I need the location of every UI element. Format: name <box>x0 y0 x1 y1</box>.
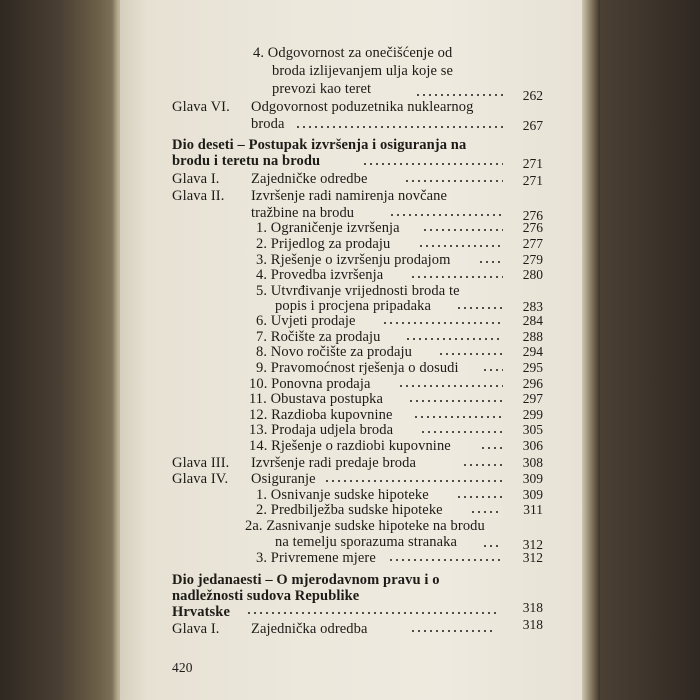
toc-entry-title: Odgovornost poduzetnika nuklearnog <box>251 99 474 115</box>
toc-entry-title: broda <box>251 116 285 132</box>
toc-page-number: 280 <box>522 267 543 282</box>
toc-entry-title: 5. Utvrđivanje vrijednosti broda te <box>256 283 460 299</box>
toc-leader-dots <box>398 385 503 387</box>
toc-page-number: 308 <box>522 455 543 470</box>
toc-page-number: 277 <box>522 236 543 251</box>
toc-leader-dots <box>456 307 503 309</box>
toc-entry-title: 11. Obustava postupka <box>249 391 384 407</box>
toc-entry-title: tražbine na brodu <box>251 205 355 221</box>
toc-entry-title: nadležnosti sudova Republike <box>172 588 360 604</box>
toc-entry-title: Hrvatske <box>172 604 230 620</box>
toc-entry-title: 3. Privremene mjere <box>256 550 376 566</box>
toc-leader-dots <box>295 126 503 128</box>
toc-page-number: 299 <box>522 407 543 422</box>
toc-entry-title: 2. Predbilježba sudske hipoteke <box>256 502 443 518</box>
toc-page-number: 267 <box>522 118 543 133</box>
toc-page-number: 318 <box>522 600 543 615</box>
toc-leader-dots <box>324 480 503 482</box>
toc-page-number: 276 <box>522 208 543 223</box>
toc-entry-title: 8. Novo ročište za prodaju <box>256 344 413 360</box>
toc-leader-dots <box>456 496 503 498</box>
toc-entry-title: Dio deseti – Postupak izvršenja i osiguranja na <box>172 137 467 153</box>
toc-page-number: 295 <box>522 360 543 375</box>
toc-leader-dots <box>422 229 503 231</box>
toc-page-number: 306 <box>522 438 543 453</box>
toc-entry-title: Izvršenje radi predaje broda <box>251 455 417 471</box>
toc-leader-dots <box>420 431 503 433</box>
toc-leader-dots <box>408 400 503 402</box>
toc-leader-dots <box>388 559 500 561</box>
toc-leader-dots <box>410 630 496 632</box>
toc-leader-dots <box>382 322 503 324</box>
toc-leader-dots <box>462 464 503 466</box>
toc-entry-title: 12. Razdioba kupovnine <box>249 407 393 423</box>
toc-entry-title: 7. Ročište za prodaju <box>256 329 381 345</box>
toc-entry-label: Glava I. <box>172 171 220 187</box>
toc-page-number: 311 <box>523 502 543 517</box>
toc-page-number: 283 <box>522 299 543 314</box>
toc-entry-title: 13. Prodaja udjela broda <box>249 422 394 438</box>
toc-entry-title: Dio jedanaesti – O mjerodavnom pravu i o <box>172 572 440 588</box>
toc-entry-title: 6. Uvjeti prodaje <box>256 313 356 329</box>
toc-page-number: 318 <box>522 617 543 632</box>
toc-entry-title: broda izlijevanjem ulja koje se <box>272 63 454 79</box>
toc-page-number: 296 <box>522 376 543 391</box>
toc-page-number: 271 <box>522 156 543 171</box>
toc-entry-title: Osiguranje <box>251 471 316 487</box>
toc-entry-title: 10. Ponovna prodaja <box>249 376 371 392</box>
toc-entry-title: 14. Rješenje o razdiobi kupovnine <box>249 438 451 454</box>
toc-page-number: 294 <box>522 344 543 359</box>
toc-page-number: 312 <box>522 537 543 552</box>
toc-leader-dots <box>418 245 503 247</box>
toc-page-number: 305 <box>522 422 543 437</box>
toc-entry-title: brodu i teretu na brodu <box>172 153 321 169</box>
toc-entry-label: Glava II. <box>172 188 225 204</box>
toc-entry-title: 4. Provedba izvršenja <box>256 267 384 283</box>
toc-leader-dots <box>389 214 503 216</box>
toc-leader-dots <box>478 261 503 263</box>
toc-leader-dots <box>404 180 503 182</box>
toc-leader-dots <box>415 94 503 96</box>
toc-entry-title: popis i procjena pripadaka <box>275 298 432 314</box>
toc-entry-title: 3. Rješenje o izvršenju prodajom <box>256 252 451 268</box>
background-right <box>600 0 700 700</box>
toc-entry-title: 4. Odgovornost za onečišćenje od <box>253 45 453 61</box>
toc-entry-title: 1. Osnivanje sudske hipoteke <box>256 487 429 503</box>
toc-entry-title: Izvršenje radi namirenja novčane <box>251 188 448 204</box>
toc-leader-dots <box>470 511 500 513</box>
toc-leader-dots <box>362 163 503 165</box>
toc-page-number: 309 <box>522 487 543 502</box>
book-page <box>120 0 582 700</box>
toc-entry-title: na temelju sporazuma stranaka <box>275 534 458 550</box>
toc-leader-dots <box>410 276 503 278</box>
toc-page-number: 279 <box>522 252 543 267</box>
toc-leader-dots <box>405 338 503 340</box>
toc-page-number: 297 <box>522 391 543 406</box>
toc-entry-title: 1. Ograničenje izvršenja <box>256 220 400 236</box>
toc-page-number: 284 <box>522 313 543 328</box>
toc-page-number: 288 <box>522 329 543 344</box>
toc-page-number: 312 <box>522 550 543 565</box>
toc-entry-title: prevozi kao teret <box>272 81 372 97</box>
toc-entry-title: 2. Prijedlog za prodaju <box>256 236 391 252</box>
page-number: 420 <box>172 660 193 675</box>
toc-page-number: 276 <box>522 220 543 235</box>
toc-entry-title: 9. Pravomoćnost rješenja o dosudi <box>256 360 459 376</box>
toc-leader-dots <box>482 369 503 371</box>
toc-entry-label: Glava VI. <box>172 99 230 115</box>
toc-leader-dots <box>482 545 500 547</box>
toc-leader-dots <box>246 612 498 614</box>
toc-page-number: 271 <box>522 173 543 188</box>
toc-leader-dots <box>413 416 503 418</box>
toc-page-number: 309 <box>522 471 543 486</box>
toc-entry-label: Glava I. <box>172 621 220 637</box>
toc-leader-dots <box>480 447 503 449</box>
toc-entry-title: 2a. Zasnivanje sudske hipoteke na brodu <box>245 518 485 534</box>
toc-entry-label: Glava IV. <box>172 471 229 487</box>
toc-entry-title: Zajednička odredba <box>251 621 368 637</box>
toc-entry-label: Glava III. <box>172 455 230 471</box>
toc-leader-dots <box>438 353 503 355</box>
toc-page-number: 262 <box>522 88 543 103</box>
toc-entry-title: Zajedničke odredbe <box>251 171 368 187</box>
